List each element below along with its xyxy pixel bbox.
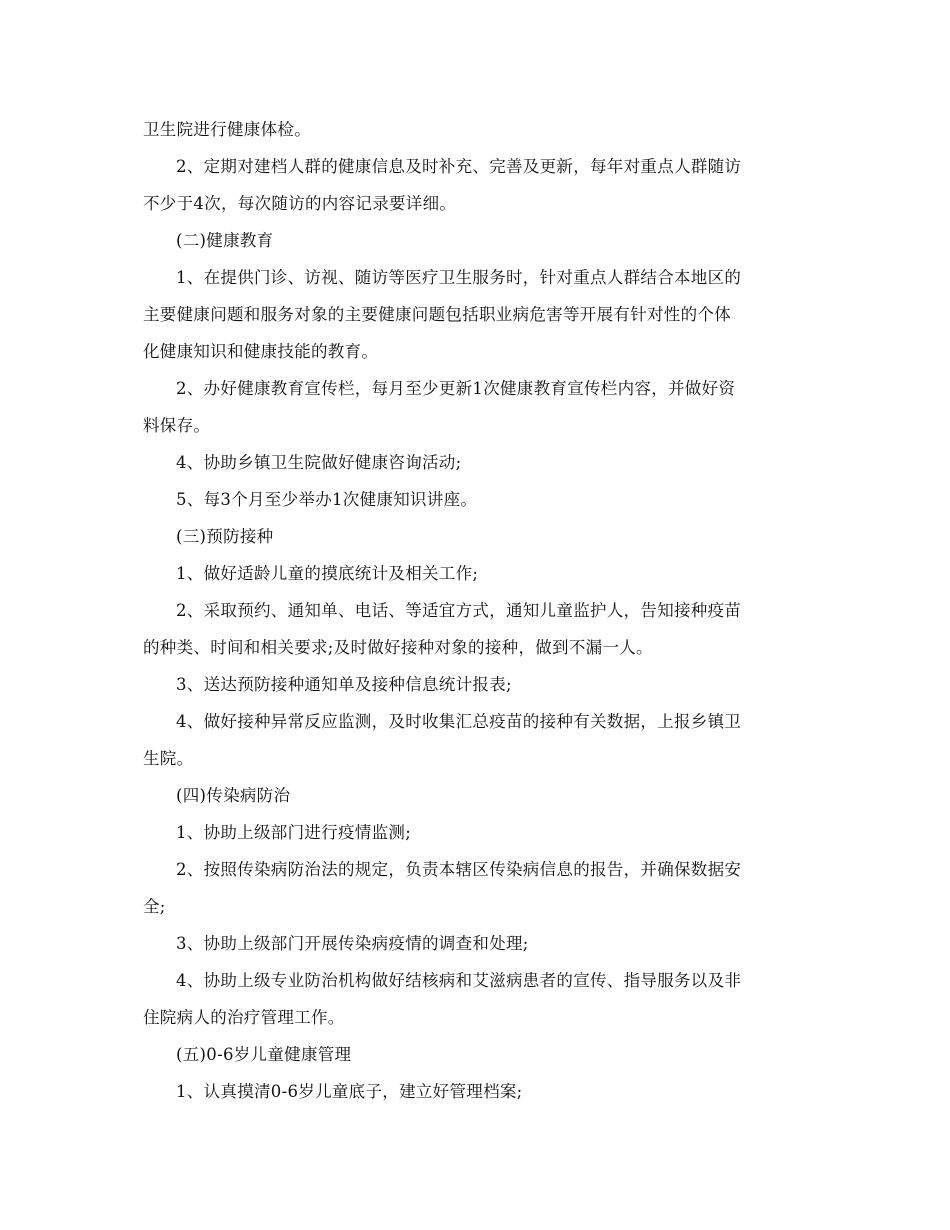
text-line: 1、做好适龄儿童的摸底统计及相关工作; bbox=[176, 564, 479, 583]
text-line: 5、每3个月至少举办1次健康知识讲座。 bbox=[176, 490, 478, 509]
text-line: 4、做好接种异常反应监测，及时收集汇总疫苗的接种有关数据，上报乡镇卫 bbox=[176, 712, 742, 731]
text-line: 3、协助上级部门开展传染病疫情的调查和处理; bbox=[176, 934, 529, 953]
section-heading: (二)健康教育 bbox=[176, 231, 274, 250]
section-heading: (五)0-6岁儿童健康管理 bbox=[176, 1045, 352, 1064]
text-line: 料保存。 bbox=[143, 416, 211, 435]
text-line: 主要健康问题和服务对象的主要健康问题包括职业病危害等开展有针对性的个体 bbox=[143, 305, 731, 324]
text-line: 1、协助上级部门进行疫情监测; bbox=[176, 823, 412, 842]
text-line: 3、送达预防接种通知单及接种信息统计报表; bbox=[176, 675, 512, 694]
section-heading: (四)传染病防治 bbox=[176, 786, 291, 805]
section-heading: (三)预防接种 bbox=[176, 527, 274, 546]
text-line: 2、定期对建档人群的健康信息及时补充、完善及更新，每年对重点人群随访 bbox=[176, 157, 742, 176]
text-line: 生院。 bbox=[143, 749, 194, 768]
text-line: 住院病人的治疗管理工作。 bbox=[143, 1008, 345, 1027]
text-line: 2、按照传染病防治法的规定，负责本辖区传染病信息的报告，并确保数据安 bbox=[176, 860, 742, 879]
text-line: 化健康知识和健康技能的教育。 bbox=[143, 342, 379, 361]
text-line: 4、协助乡镇卫生院做好健康咨询活动; bbox=[176, 453, 462, 472]
text-line: 1、在提供门诊、访视、随访等医疗卫生服务时，针对重点人群结合本地区的 bbox=[176, 268, 742, 287]
text-line: 2、办好健康教育宣传栏，每月至少更新1次健康教育宣传栏内容，并做好资 bbox=[176, 379, 736, 398]
text-line: 不少于4次，每次随访的内容记录要详细。 bbox=[143, 194, 457, 213]
text-line: 卫生院进行健康体检。 bbox=[143, 120, 311, 139]
text-line: 1、认真摸清0-6岁儿童底子，建立好管理档案; bbox=[176, 1082, 523, 1101]
text-line: 4、协助上级专业防治机构做好结核病和艾滋病患者的宣传、指导服务以及非 bbox=[176, 971, 742, 990]
text-line: 全; bbox=[143, 897, 166, 916]
text-line: 2、采取预约、通知单、电话、等适宜方式，通知儿童监护人，告知接种疫苗 bbox=[176, 601, 742, 620]
text-line: 的种类、时间和相关要求;及时做好接种对象的接种，做到不漏一人。 bbox=[143, 638, 653, 657]
